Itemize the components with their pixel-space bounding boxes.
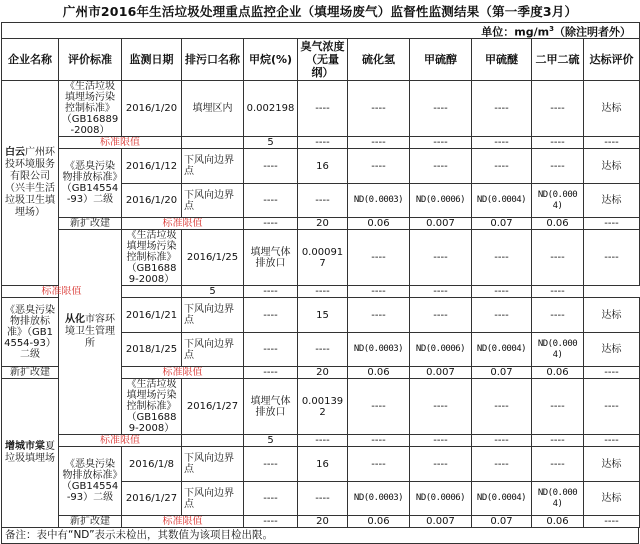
limit-label: 标准限值 bbox=[122, 367, 244, 379]
date-cell: 2016/1/20 bbox=[122, 184, 182, 218]
date-cell: 2016/1/27 bbox=[182, 379, 244, 435]
standard-cell: 新扩改建 bbox=[59, 218, 122, 230]
table-row bbox=[2, 447, 640, 482]
odor-cell: ---- bbox=[348, 379, 410, 435]
limit-row bbox=[2, 435, 640, 447]
dds-cell: ---- bbox=[532, 298, 584, 333]
odor-cell: ---- bbox=[348, 230, 410, 286]
outlet-cell: 下风向边界点 bbox=[182, 298, 244, 333]
methanethiol-cell: ---- bbox=[410, 149, 472, 184]
methanethiol-cell: ND(0.0006) bbox=[410, 184, 472, 218]
methanethiol-cell: ---- bbox=[472, 230, 532, 286]
dds-cell: ---- bbox=[532, 447, 584, 482]
methyl-sulfide-cell: ---- bbox=[472, 137, 532, 149]
date-cell: 2016/1/12 bbox=[122, 149, 182, 184]
methane-limit: 5 bbox=[244, 137, 298, 149]
methyl-sulfide-cell: ---- bbox=[532, 379, 584, 435]
methane-limit: 5 bbox=[244, 435, 298, 447]
compliance-cell: 达标 bbox=[584, 149, 640, 184]
h2s-cell: ---- bbox=[298, 286, 348, 298]
dds-cell: ---- bbox=[532, 81, 584, 137]
methyl-sulfide-limit: 0.07 bbox=[472, 218, 532, 230]
outlet-cell: 填埋区内 bbox=[182, 81, 244, 137]
methanethiol-cell: ---- bbox=[410, 298, 472, 333]
h2s-cell: ND(0.0003) bbox=[348, 333, 410, 367]
methane-cell: ---- bbox=[244, 367, 298, 379]
limit-label: 标准限值 bbox=[122, 218, 244, 230]
outlet-cell: 填埋气体排放口 bbox=[244, 379, 298, 435]
odor-cell: ---- bbox=[298, 482, 348, 516]
compliance-cell: ---- bbox=[584, 435, 640, 447]
h2s-cell: ---- bbox=[348, 298, 410, 333]
compliance-cell: 达标 bbox=[584, 482, 640, 516]
standard-cell: 《生活垃圾填埋场污染控制标准》（GB16889-2008） bbox=[59, 81, 122, 137]
odor-cell: 16 bbox=[298, 149, 348, 184]
methanethiol-cell: ---- bbox=[410, 447, 472, 482]
limit-row bbox=[2, 286, 640, 298]
odor-cell: ---- bbox=[298, 333, 348, 367]
odor-limit: 20 bbox=[298, 516, 348, 528]
header-methane: 甲烷(%) bbox=[244, 39, 298, 81]
standard-cell: 《生活垃圾填埋场污染控制标准》（GB16889-2008） bbox=[122, 230, 182, 286]
standard-cell: 《恶臭污染物排放标准》（GB14554-93）二级 bbox=[2, 298, 59, 367]
odor-cell: 16 bbox=[298, 447, 348, 482]
dds-cell: ---- bbox=[532, 149, 584, 184]
outlet-cell: 下风向边界点 bbox=[182, 482, 244, 516]
methanethiol-cell: ---- bbox=[348, 286, 410, 298]
h2s-cell: ---- bbox=[410, 379, 472, 435]
outlet-cell bbox=[122, 286, 182, 298]
odor-cell: ---- bbox=[244, 286, 298, 298]
compliance-cell: ---- bbox=[584, 137, 640, 149]
methane-cell: ---- bbox=[244, 184, 298, 218]
company-name: 白云广州环投环境服务有限公司（兴丰生活垃圾卫生填埋场） bbox=[2, 81, 59, 286]
dds-cell: ---- bbox=[472, 286, 532, 298]
methanethiol-limit: 0.007 bbox=[410, 218, 472, 230]
header-date: 监测日期 bbox=[122, 39, 182, 81]
header-h2s: 硫化氢 bbox=[348, 39, 410, 81]
limit-label: 标准限值 bbox=[59, 137, 182, 149]
dds-cell: ND(0.0004) bbox=[532, 333, 584, 367]
h2s-cell: ---- bbox=[348, 81, 410, 137]
company-name: 增城市棠夏垃圾填埋场 bbox=[2, 379, 59, 528]
header-company: 企业名称 bbox=[2, 39, 59, 81]
methyl-sulfide-cell: ND(0.0004) bbox=[472, 184, 532, 218]
compliance-cell: ---- bbox=[532, 286, 584, 298]
methanethiol-limit: 0.007 bbox=[410, 516, 472, 528]
methyl-sulfide-cell: ---- bbox=[472, 447, 532, 482]
footnote: 备注：表中有“ND”表示未检出，其数值为该项目检出限。 bbox=[1, 528, 639, 544]
odor-cell: 15 bbox=[298, 298, 348, 333]
date-cell: 2016/1/27 bbox=[122, 482, 182, 516]
company-name: 从化市容环境卫生管理所 bbox=[59, 230, 122, 435]
compliance-cell: ---- bbox=[584, 516, 640, 528]
limit-row bbox=[2, 137, 640, 149]
table-row bbox=[2, 149, 640, 184]
monitoring-table bbox=[1, 22, 640, 528]
h2s-cell: ---- bbox=[348, 149, 410, 184]
methyl-sulfide-cell: ND(0.0004) bbox=[472, 482, 532, 516]
methanethiol-cell: ---- bbox=[472, 379, 532, 435]
methane-cell: ---- bbox=[244, 218, 298, 230]
methane-cell: 0.000917 bbox=[298, 230, 348, 286]
compliance-cell: 达标 bbox=[584, 333, 640, 367]
odor-cell: ---- bbox=[298, 81, 348, 137]
methane-cell: ---- bbox=[244, 447, 298, 482]
header-row bbox=[2, 39, 640, 81]
methyl-sulfide-limit: 0.07 bbox=[472, 367, 532, 379]
odor-limit: 20 bbox=[298, 367, 348, 379]
methane-cell: ---- bbox=[244, 333, 298, 367]
header-odor: 臭气浓度（无量纲） bbox=[298, 39, 348, 81]
dds-cell: ---- bbox=[584, 230, 640, 286]
date-cell: 2016/1/21 bbox=[122, 298, 182, 333]
limit-label: 标准限值 bbox=[59, 435, 182, 447]
standard-cell: 新扩改建 bbox=[59, 516, 122, 528]
dds-cell: ---- bbox=[532, 137, 584, 149]
methane-cell: ---- bbox=[244, 482, 298, 516]
h2s-limit: 0.06 bbox=[348, 516, 410, 528]
methyl-sulfide-limit: 0.07 bbox=[472, 516, 532, 528]
methanethiol-cell: ---- bbox=[410, 435, 472, 447]
odor-cell: ---- bbox=[298, 137, 348, 149]
document-page bbox=[1, 1, 639, 541]
unit-label: 单位：$mg/m^3$（除注明者外） bbox=[2, 23, 640, 39]
date-cell: 2016/1/25 bbox=[182, 230, 244, 286]
header-standard: 评价标准 bbox=[59, 39, 122, 81]
limit-row bbox=[2, 218, 640, 230]
standard-cell: 《恶臭污染物排放标准》（GB14554-93）二级 bbox=[59, 149, 122, 218]
methanethiol-cell: ---- bbox=[410, 137, 472, 149]
methanethiol-cell: ND(0.0006) bbox=[410, 333, 472, 367]
outlet-cell: 下风向边界点 bbox=[182, 184, 244, 218]
table-row bbox=[2, 230, 640, 286]
outlet-cell bbox=[182, 435, 244, 447]
methanethiol-cell: ---- bbox=[410, 81, 472, 137]
limit-row bbox=[2, 516, 640, 528]
dds-cell: ND(0.0004) bbox=[532, 184, 584, 218]
h2s-cell: ND(0.0003) bbox=[348, 482, 410, 516]
odor-cell: ---- bbox=[298, 435, 348, 447]
dds-limit: 0.06 bbox=[532, 218, 584, 230]
h2s-limit: 0.06 bbox=[348, 367, 410, 379]
h2s-cell: ---- bbox=[348, 435, 410, 447]
methanethiol-cell: ND(0.0006) bbox=[410, 482, 472, 516]
methyl-sulfide-cell: ---- bbox=[472, 149, 532, 184]
outlet-cell: 填埋气体排放口 bbox=[244, 230, 298, 286]
methane-cell: ---- bbox=[244, 149, 298, 184]
methane-cell: ---- bbox=[244, 516, 298, 528]
standard-cell: 新扩改建 bbox=[2, 367, 59, 379]
dds-cell: ---- bbox=[532, 435, 584, 447]
methyl-sulfide-cell: ---- bbox=[410, 286, 472, 298]
h2s-limit: 0.06 bbox=[348, 218, 410, 230]
compliance-cell: ---- bbox=[584, 218, 640, 230]
compliance-cell: 达标 bbox=[584, 81, 640, 137]
header-methanethiol: 甲硫醇 bbox=[410, 39, 472, 81]
limit-label: 标准限值 bbox=[2, 286, 122, 298]
outlet-cell bbox=[182, 137, 244, 149]
date-cell: 2016/1/20 bbox=[122, 81, 182, 137]
methyl-sulfide-cell: ---- bbox=[472, 81, 532, 137]
methyl-sulfide-cell: ---- bbox=[472, 298, 532, 333]
outlet-cell: 下风向边界点 bbox=[182, 333, 244, 367]
compliance-cell: 达标 bbox=[584, 184, 640, 218]
methane-cell: 0.002198 bbox=[244, 81, 298, 137]
limit-label: 标准限值 bbox=[122, 516, 244, 528]
dds-cell: ---- bbox=[584, 379, 640, 435]
compliance-cell: 达标 bbox=[584, 447, 640, 482]
header-compliance: 达标评价 bbox=[584, 39, 640, 81]
methane-cell: ---- bbox=[244, 298, 298, 333]
outlet-cell: 下风向边界点 bbox=[182, 149, 244, 184]
h2s-cell: ---- bbox=[348, 447, 410, 482]
odor-cell: ---- bbox=[298, 184, 348, 218]
methanethiol-limit: 0.007 bbox=[410, 367, 472, 379]
standard-cell: 《恶臭污染物排放标准》（GB14554-93）二级 bbox=[59, 447, 122, 516]
header-dimethyl-disulfide: 二甲二硫 bbox=[532, 39, 584, 81]
table-row bbox=[2, 81, 640, 137]
page-title: 广州市2016年生活垃圾处理重点监控企业（填埋场废气）监督性监测结果（第一季度3月） bbox=[62, 4, 578, 19]
odor-limit: 20 bbox=[298, 218, 348, 230]
header-outlet: 排污口名称 bbox=[182, 39, 244, 81]
dds-limit: 0.06 bbox=[532, 516, 584, 528]
header-methyl-sulfide: 甲硫醚 bbox=[472, 39, 532, 81]
dds-limit: 0.06 bbox=[532, 367, 584, 379]
standard-cell: 《生活垃圾填埋场污染控制标准》（GB16889-2008） bbox=[122, 379, 182, 435]
methyl-sulfide-cell: ND(0.0004) bbox=[472, 333, 532, 367]
outlet-cell: 下风向边界点 bbox=[182, 447, 244, 482]
h2s-cell: ---- bbox=[410, 230, 472, 286]
date-cell: 2018/1/25 bbox=[122, 333, 182, 367]
h2s-cell: ND(0.0003) bbox=[348, 184, 410, 218]
methyl-sulfide-cell: ---- bbox=[472, 435, 532, 447]
compliance-cell: ---- bbox=[584, 367, 640, 379]
methane-cell: 0.001392 bbox=[298, 379, 348, 435]
methyl-sulfide-cell: ---- bbox=[532, 230, 584, 286]
methane-limit: 5 bbox=[182, 286, 244, 298]
h2s-cell: ---- bbox=[348, 137, 410, 149]
compliance-cell: 达标 bbox=[584, 298, 640, 333]
date-cell: 2016/1/8 bbox=[122, 447, 182, 482]
dds-cell: ND(0.0004) bbox=[532, 482, 584, 516]
